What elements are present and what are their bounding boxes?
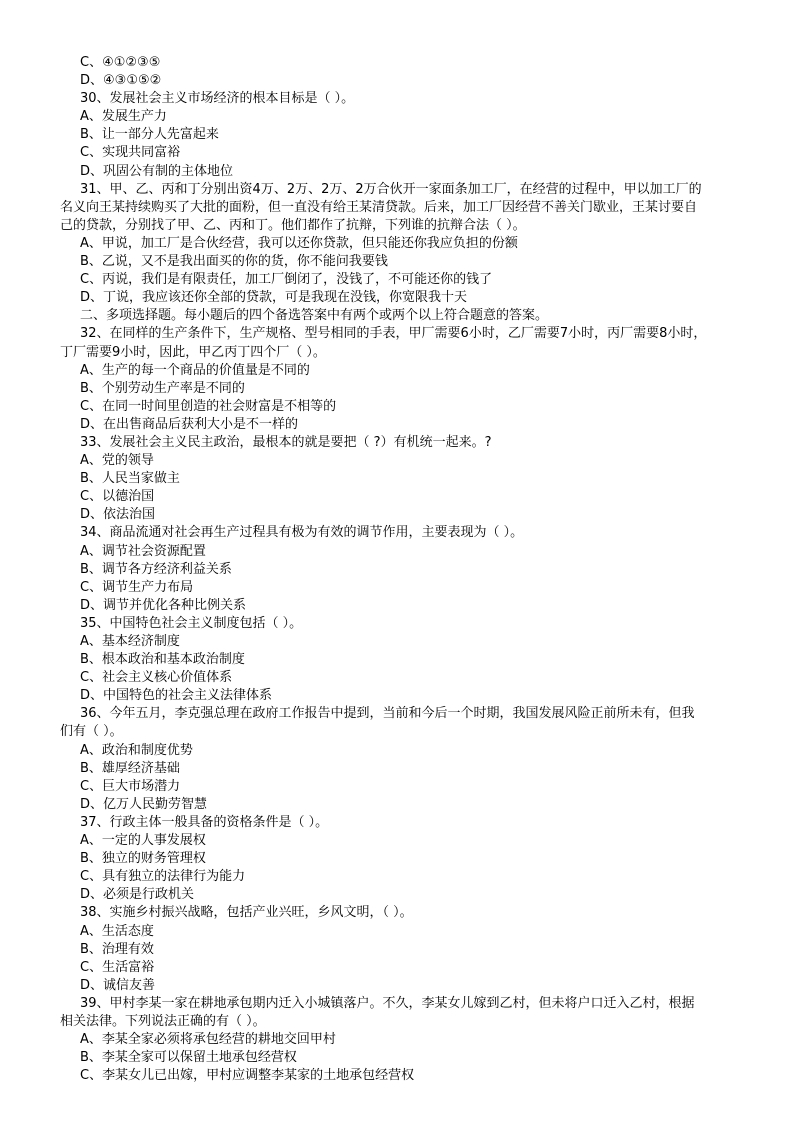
stem-line: 32、在同样的生产条件下，生产规格、型号相同的手表，甲厂需要6小时，乙厂需要7小时，丙厂需要8小时， bbox=[80, 326, 707, 342]
option-line: C、调节生产力布局 bbox=[80, 579, 194, 595]
stem-line: 30、发展社会主义市场经济的根本目标是（ ）。 bbox=[80, 91, 355, 107]
option-line: C、李某女儿已出嫁，甲村应调整李某家的土地承包经营权 bbox=[80, 1068, 415, 1084]
option-line: A、一定的人事发展权 bbox=[80, 833, 206, 849]
option-line: D、依法治国 bbox=[80, 507, 156, 523]
option-line: A、党的领导 bbox=[80, 453, 154, 469]
option-line: A、基本经济制度 bbox=[80, 634, 180, 649]
option-line: B、雄厚经济基础 bbox=[80, 760, 180, 776]
stem-line: 38、实施乡村振兴战略，包括产业兴旺，乡风文明，（ ）。 bbox=[80, 905, 413, 921]
stem-line: 33、发展社会主义民主政治，最根本的就是要把（ ?）有机统一起来。? bbox=[80, 434, 492, 450]
question-stem bbox=[60, 90, 732, 108]
option-line: A、甲说，加工厂是合伙经营，我可以还你贷款，但只能还你我应负担的份额 bbox=[80, 235, 518, 251]
question-stem bbox=[60, 904, 732, 922]
option-line: C、④①②③⑤ bbox=[80, 55, 161, 70]
stem-line: 39、甲村李某一家在耕地承包期内迁入小城镇落户。不久，李某女儿嫁到乙村，但未将户口迁入乙村，根据 bbox=[80, 995, 695, 1011]
question-stem bbox=[60, 615, 732, 633]
option-line: A、生产的每一个商品的价值量是不同的 bbox=[80, 362, 310, 378]
option-line: D、必须是行政机关 bbox=[80, 887, 195, 903]
option-line: D、丁说，我应该还你全部的贷款，可是我现在没钱，你宽限我十天 bbox=[80, 290, 468, 306]
option-line: A、发展生产力 bbox=[80, 109, 167, 125]
option-line: A、生活态度 bbox=[80, 923, 154, 939]
question-stem bbox=[60, 705, 732, 741]
option-line: C、以德治国 bbox=[80, 489, 155, 505]
stem-line: 们有（ ）。 bbox=[60, 724, 123, 740]
question-stem bbox=[60, 995, 732, 1031]
option-line: D、亿万人民勤劳智慧 bbox=[80, 796, 208, 812]
stem-line: 35、中国特色社会主义制度包括（ ）。 bbox=[80, 615, 303, 631]
option-line: B、乙说，又不是我出面买的你的货，你不能问我要钱 bbox=[80, 254, 388, 270]
option-line: D、中国特色的社会主义法律体系 bbox=[80, 688, 273, 704]
question-stem bbox=[60, 814, 732, 832]
option-line: B、独立的财务管理权 bbox=[80, 851, 206, 867]
option-line: D、巩固公有制的主体地位 bbox=[80, 163, 234, 179]
question-stem bbox=[60, 434, 732, 452]
option-line: B、治理有效 bbox=[80, 941, 154, 957]
option-line: D、诚信友善 bbox=[80, 977, 156, 993]
option-line: B、让一部分人先富起来 bbox=[80, 127, 219, 143]
option-line: A、政治和制度优势 bbox=[80, 742, 193, 758]
stem-line: 己的贷款，分别找了甲、乙、丙和丁。他们都作了抗辩，下列谁的抗辩合法（ ）。 bbox=[60, 217, 526, 233]
option-line: D、④③①⑤② bbox=[80, 73, 162, 89]
option-line: C、丙说，我们是有限责任，加工厂倒闭了，没钱了，不可能还你的钱了 bbox=[80, 272, 493, 288]
option-line: C、巨大市场潜力 bbox=[80, 778, 181, 794]
stem-line: 34、商品流通对社会再生产过程具有极为有效的调节作用，主要表现为（ ）。 bbox=[80, 525, 524, 541]
option-line: D、在出售商品后获利大小是不一样的 bbox=[80, 416, 299, 432]
question-stem bbox=[60, 524, 732, 542]
option-line: C、在同一时间里创造的社会财富是不相等的 bbox=[80, 398, 337, 414]
option-line: C、社会主义核心价值体系 bbox=[80, 670, 233, 686]
stem-line: 相关法律。下列说法正确的有（ ）。 bbox=[60, 1013, 266, 1029]
option-line: B、调节各方经济利益关系 bbox=[80, 561, 232, 577]
option-line: A、李某全家必须将承包经营的耕地交回甲村 bbox=[80, 1032, 336, 1048]
question-stem bbox=[60, 181, 732, 235]
section-heading: 二、多项选择题。每小题后的四个备选答案中有两个或两个以上符合题意的答案。 bbox=[80, 308, 549, 324]
option-line: A、调节社会资源配置 bbox=[80, 543, 206, 559]
option-line: B、个别劳动生产率是不同的 bbox=[80, 380, 245, 396]
option-line: B、人民当家做主 bbox=[80, 471, 180, 487]
stem-line: 名义向王某持续购买了大批的面粉，但一直没有给王某清贷款。后来，加工厂因经营不善关门歇业，王某讨要自 bbox=[60, 199, 698, 215]
stem-line: 37、行政主体一般具备的资格条件是（ ）。 bbox=[80, 814, 329, 830]
stem-line: 36、今年五月，李克强总理在政府工作报告中提到，当前和今后一个时期，我国发展风险正前所未有，但我 bbox=[80, 706, 695, 722]
option-line: C、具有独立的法律行为能力 bbox=[80, 869, 246, 885]
option-line: C、实现共同富裕 bbox=[80, 145, 181, 161]
stem-line: 丁厂需要9小时，因此，甲乙丙丁四个厂（ ）。 bbox=[60, 344, 326, 360]
option-line: B、李某全家可以保留土地承包经营权 bbox=[80, 1050, 297, 1066]
stem-line: 31、甲、乙、丙和丁分别出资4万、2万、2万、2万合伙开一家面条加工厂，在经营的过程中，甲以加工厂的 bbox=[80, 181, 702, 197]
question-stem bbox=[60, 325, 732, 361]
option-line: C、生活富裕 bbox=[80, 959, 155, 975]
option-line: B、根本政治和基本政治制度 bbox=[80, 652, 245, 668]
option-line: D、调节并优化各种比例关系 bbox=[80, 597, 247, 613]
